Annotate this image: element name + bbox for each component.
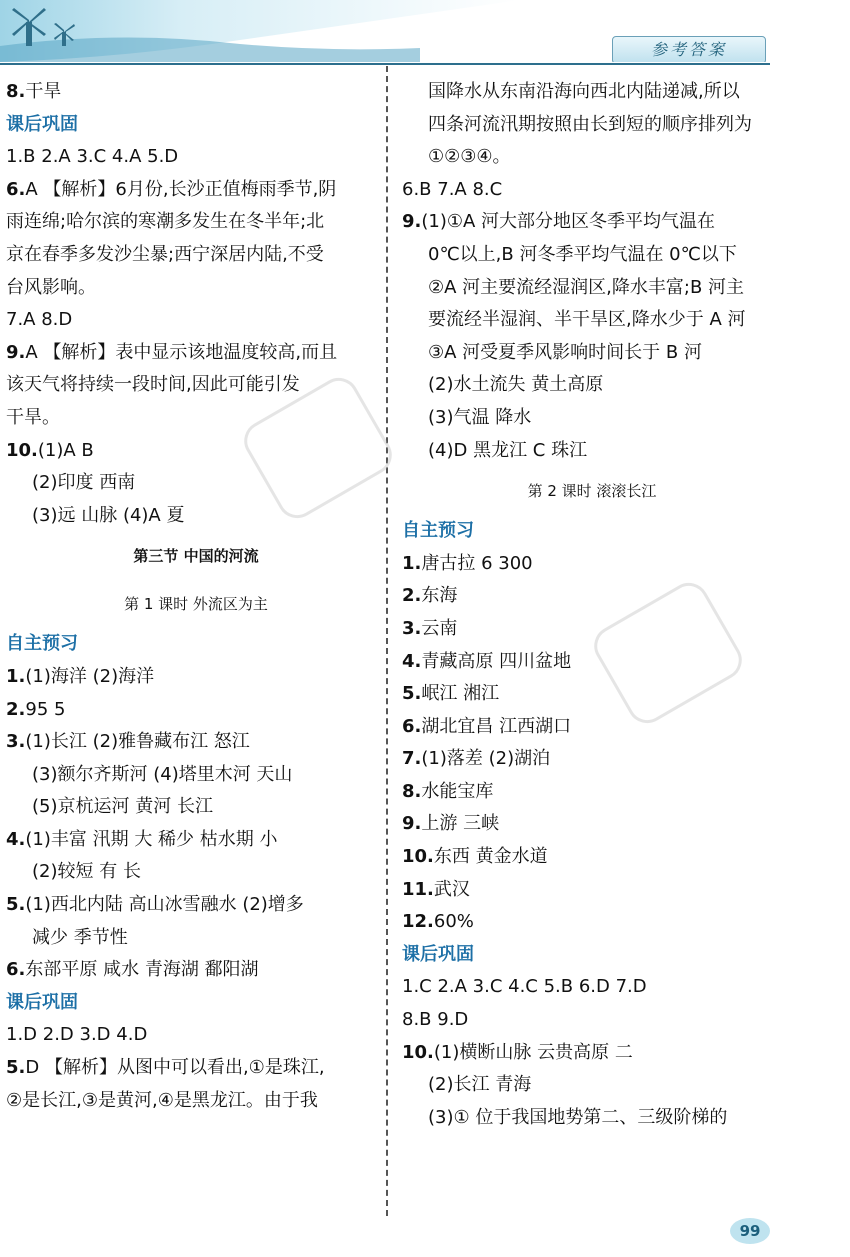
answer-line <box>6 337 386 370</box>
lesson-heading <box>6 532 386 580</box>
answer-text: 1.C 2.A 3.C 4.C 5.B 6.D 7.D <box>402 976 647 998</box>
answer-text: (1)①A 河大部分地区冬季平均气温在 <box>421 211 716 233</box>
answer-text: (1)海洋 (2)海洋 <box>25 665 155 687</box>
answer-line <box>6 369 386 402</box>
lesson-heading <box>402 467 782 515</box>
header-banner <box>0 0 850 62</box>
answer-line <box>6 174 386 207</box>
section-heading <box>402 515 782 548</box>
answer-line <box>402 874 782 907</box>
section-heading <box>402 939 782 972</box>
answer-line <box>6 141 386 174</box>
question-number: 6. <box>6 959 26 981</box>
answer-line <box>6 500 386 533</box>
answer-line <box>6 1085 386 1118</box>
answer-line <box>6 239 386 272</box>
answer-text: 国降水从东南沿海向西北内陆递减,所以 <box>428 81 740 102</box>
question-number: 6. <box>6 178 26 200</box>
question-number: 4. <box>402 650 422 672</box>
section-heading <box>6 987 386 1020</box>
answer-text: 减少 季节性 <box>32 926 128 948</box>
question-number: 5. <box>402 683 422 705</box>
question-number: 10. <box>402 1041 434 1063</box>
answer-line <box>402 711 782 744</box>
section-heading <box>6 628 386 661</box>
answer-text: 0℃以上,B 河冬季平均气温在 0℃以下 <box>428 243 737 265</box>
answer-line <box>402 304 782 337</box>
answer-line <box>6 889 386 922</box>
answer-text: 1.B 2.A 3.C 4.A 5.D <box>6 146 179 168</box>
question-number: 10. <box>6 439 38 461</box>
left-column <box>6 76 386 1117</box>
answer-text: 1.D 2.D 3.D 4.D <box>6 1024 148 1046</box>
answer-text: 第 1 课时 外流区为主 <box>124 595 268 614</box>
answer-text: 岷江 湘江 <box>421 683 500 705</box>
question-number: 1. <box>402 552 422 574</box>
answer-line <box>402 402 782 435</box>
answer-text: 课后巩固 <box>6 113 78 135</box>
answer-text: 要流经半湿润、半干旱区,降水少于 A 河 <box>428 309 746 331</box>
answer-line <box>6 435 386 468</box>
answer-line <box>402 337 782 370</box>
answer-text: (3)额尔齐斯河 (4)塔里木河 天山 <box>32 763 293 785</box>
answer-line <box>402 971 782 1004</box>
question-number: 2. <box>402 585 422 607</box>
answer-line <box>402 678 782 711</box>
answer-text: 东西 黄金水道 <box>433 846 548 868</box>
page-number: 99 <box>730 1218 770 1244</box>
answer-text: (3)气温 降水 <box>428 406 532 428</box>
answer-text: 雨连绵;哈尔滨的寒潮多发生在冬半年;北 <box>6 211 325 233</box>
answer-line <box>402 174 782 207</box>
answer-line <box>402 369 782 402</box>
section-heading <box>6 109 386 142</box>
answer-line <box>402 141 782 174</box>
question-number: 3. <box>402 617 422 639</box>
answer-text: (1)A B <box>37 439 94 461</box>
answer-text: ③A 河受夏季风影响时间长于 B 河 <box>428 341 702 363</box>
answer-text: 四条河流汛期按照由长到短的顺序排列为 <box>428 113 752 135</box>
answer-text: 6.B 7.A 8.C <box>402 178 503 200</box>
question-number: 1. <box>6 665 26 687</box>
answer-line <box>6 661 386 694</box>
answer-line <box>6 272 386 305</box>
answer-line <box>402 548 782 581</box>
answer-text: (2)印度 西南 <box>32 472 136 494</box>
answer-text: D 【解析】从图中可以看出,①是珠江, <box>25 1057 325 1079</box>
question-number: 10. <box>402 846 434 868</box>
answer-line <box>402 435 782 468</box>
answer-text: 京在春季多发沙尘暴;西宁深居内陆,不受 <box>6 243 324 265</box>
answer-text: 东部平原 咸水 青海湖 鄱阳湖 <box>25 959 259 981</box>
answer-text: ②A 河主要流经湿润区,降水丰富;B 河主 <box>428 276 745 298</box>
question-number: 6. <box>402 715 422 737</box>
answer-text: (2)较短 有 长 <box>32 861 141 883</box>
answer-text: (5)京杭运河 黄河 长江 <box>32 796 213 818</box>
answer-line <box>402 239 782 272</box>
answer-line <box>6 922 386 955</box>
answer-text: 台风影响。 <box>6 276 96 298</box>
answer-line <box>402 646 782 679</box>
lesson-heading <box>6 580 386 628</box>
answer-text: 水能宝库 <box>421 780 494 802</box>
question-number: 9. <box>402 813 422 835</box>
answer-line <box>6 694 386 727</box>
answer-text: 95 5 <box>25 698 66 720</box>
answer-line <box>402 906 782 939</box>
question-number: 7. <box>402 748 422 770</box>
column-divider <box>386 66 388 1216</box>
answer-text: (3)远 山脉 (4)A 夏 <box>32 504 185 526</box>
answer-line <box>6 824 386 857</box>
answer-line <box>6 1052 386 1085</box>
answer-line <box>6 1019 386 1052</box>
answer-text: (1)横断山脉 云贵高原 二 <box>433 1041 633 1063</box>
answer-text: 该天气将持续一段时间,因此可能引发 <box>6 374 300 396</box>
answer-line <box>6 304 386 337</box>
answer-line <box>6 856 386 889</box>
answer-line <box>6 76 386 109</box>
question-number: 9. <box>402 211 422 233</box>
answer-text: 7.A 8.D <box>6 309 73 331</box>
answer-text: (2)长江 青海 <box>428 1074 532 1096</box>
answer-text: (4)D 黑龙江 C 珠江 <box>428 439 588 461</box>
right-column <box>402 76 782 1134</box>
answer-text: 8.B 9.D <box>402 1009 469 1031</box>
header-rule <box>0 63 770 65</box>
question-number: 5. <box>6 1057 26 1079</box>
question-number: 9. <box>6 341 26 363</box>
answer-text: (1)丰富 汛期 大 稀少 枯水期 小 <box>25 828 278 850</box>
answer-text: 武汉 <box>433 878 470 900</box>
answer-text: 第三节 中国的河流 <box>133 547 259 566</box>
header-title: 参考答案 <box>612 36 766 62</box>
answer-line <box>6 726 386 759</box>
answer-text: A 【解析】表中显示该地温度较高,而且 <box>25 341 338 363</box>
answer-text: (1)落差 (2)湖泊 <box>421 748 551 770</box>
answer-line <box>402 841 782 874</box>
question-number: 8. <box>6 81 26 102</box>
answer-text: 云南 <box>421 617 458 639</box>
question-number: 4. <box>6 828 26 850</box>
question-number: 2. <box>6 698 26 720</box>
answer-line <box>6 206 386 239</box>
answer-text: 第 2 课时 滚滚长江 <box>527 482 657 501</box>
answer-line <box>402 76 782 109</box>
answer-text: 60% <box>433 911 474 933</box>
answer-line <box>402 613 782 646</box>
answer-text: 干旱 <box>25 81 62 102</box>
answer-line <box>402 206 782 239</box>
answer-line <box>402 808 782 841</box>
question-number: 3. <box>6 731 26 753</box>
answer-text: 自主预习 <box>402 520 474 542</box>
answer-line <box>402 1102 782 1135</box>
answer-text: (1)西北内陆 高山冰雪融水 (2)增多 <box>25 894 304 916</box>
answer-line <box>6 402 386 435</box>
answer-line <box>402 743 782 776</box>
answer-text: 东海 <box>421 585 458 607</box>
answer-text: (2)水土流失 黄土高原 <box>428 374 604 396</box>
answer-text: 自主预习 <box>6 633 78 655</box>
question-number: 12. <box>402 911 434 933</box>
answer-text: 上游 三峡 <box>421 813 500 835</box>
answer-line <box>6 791 386 824</box>
answer-text: (3)① 位于我国地势第二、三级阶梯的 <box>428 1106 728 1128</box>
answer-text: 课后巩固 <box>6 991 78 1013</box>
answer-text: 青藏高原 四川盆地 <box>421 650 572 672</box>
answer-text: 唐古拉 6 300 <box>421 552 533 574</box>
answer-line <box>6 954 386 987</box>
answer-line <box>402 1037 782 1070</box>
answer-text: 课后巩固 <box>402 943 474 965</box>
answer-text: 干旱。 <box>6 406 60 428</box>
question-number: 8. <box>402 780 422 802</box>
answer-line <box>402 776 782 809</box>
answer-line <box>6 467 386 500</box>
answer-text: (1)长江 (2)雅鲁藏布江 怒江 <box>25 731 250 753</box>
question-number: 11. <box>402 878 434 900</box>
answer-line <box>402 580 782 613</box>
answer-line <box>402 1069 782 1102</box>
question-number: 5. <box>6 894 26 916</box>
answer-text: ①②③④。 <box>428 146 511 168</box>
answer-text: 湖北宜昌 江西湖口 <box>421 715 572 737</box>
answer-line <box>6 759 386 792</box>
answer-line <box>402 109 782 142</box>
answer-text: ②是长江,③是黄河,④是黑龙江。由于我 <box>6 1089 318 1111</box>
answer-line <box>402 1004 782 1037</box>
answer-line <box>402 272 782 305</box>
answer-text: A 【解析】6月份,长沙正值梅雨季节,阴 <box>25 178 337 200</box>
